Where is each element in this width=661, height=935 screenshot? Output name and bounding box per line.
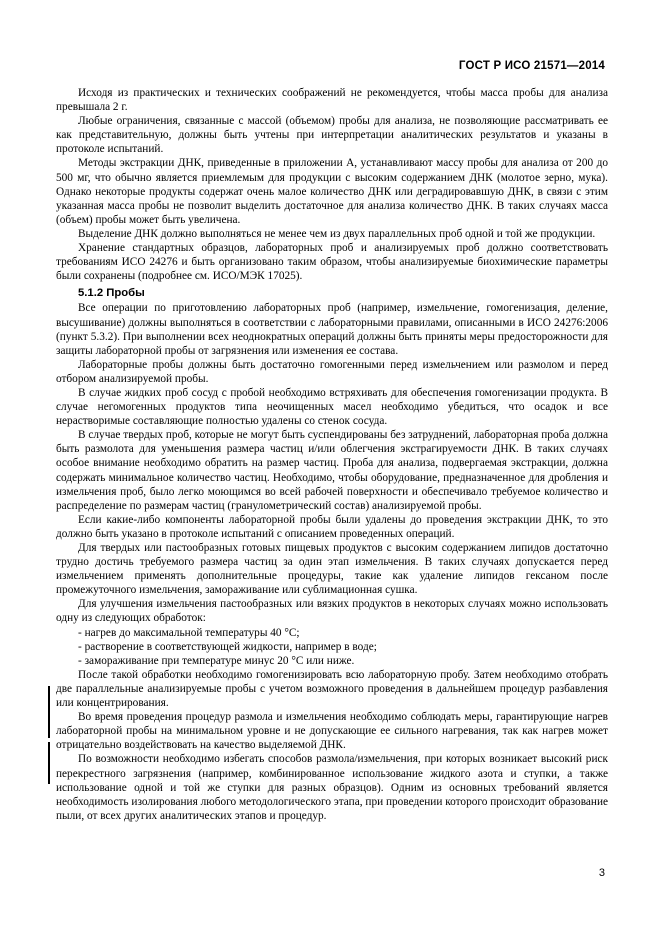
body-paragraph: Выделение ДНК должно выполняться не менее чем из двух параллельных проб одной и той же продукции.	[78, 227, 596, 240]
body-paragraph: В случае твердых проб, которые не могут быть суспендированы без затруднений, лабораторная проба должна быть размолота для уменьшения размера частиц и/или облегчения экстрагируемости ДНК. В таких случаях особое внимание необходимо обратить на размер частиц. Проба для анализа, подвергаемая экстракции, должна содержать минимальное количество частиц. Необходимо, чтобы оборудование, предназначенное для дробления и измельчения проб, было легко моющимся во всей рабочей поверхности и обеспечивало требуемое количество и распределение по размерам частиц (гранулометрический состав) анализируемой пробы.	[56, 429, 608, 512]
list-item: - растворение в соответствующей жидкости, например в воде;	[78, 640, 377, 653]
change-bar	[48, 686, 50, 738]
body-paragraph: Во время проведения процедур размола и измельчения необходимо соблюдать меры, гарантирующие нагрев лабораторной пробы на минимальном уровне и не допускающие ее сильного нагревания, так как нагрев может отрицательно воздействовать на качество выделяемой ДНК.	[56, 711, 608, 752]
body-paragraph: Для твердых или пастообразных готовых пищевых продуктов с высоким содержанием липидов достаточно трудно достичь требуемого размера частиц за один этап измельчения. В таких случаях допускается перед измельчением применять дополнительные процедуры, такие как удаление липидов гексаном после промежуточного измельчения, замораживание или сублимационная сушка.	[56, 542, 608, 597]
list-item: - нагрев до максимальной температуры 40 °С;	[78, 626, 300, 639]
body-paragraph: Исходя из практических и технических соображений не рекомендуется, чтобы масса пробы для анализа превышала 2 г.	[56, 87, 608, 114]
clause-heading: 5.1.2 Пробы	[78, 287, 145, 300]
body-paragraph: Хранение стандартных образцов, лабораторных проб и анализируемых проб должно соответствовать требованиям ИСО 24276 и быть организовано таким образом, чтобы анализируемые биохимические параметры были сохранены (подробнее см. ИСО/МЭК 17025).	[56, 242, 608, 283]
body-paragraph: Любые ограничения, связанные с массой (объемом) пробы для анализа, не позволяющие рассматривать ее как представительную, должны быть учтены при интерпретации аналитических результатов и указаны в протоколе испытаний.	[56, 115, 608, 156]
body-paragraph: Методы экстракции ДНК, приведенные в приложении А, устанавливают массу пробы для анализа от 200 до 500 мг, что обычно является приемлемым для продукции с высоким содержанием ДНК (молотое зерно, мука). Однако некоторые продукты содержат очень малое количество ДНК или деградировавшую ДНК, в связи с этим указанная масса пробы не позволит выделить достаточное для анализа количество ДНК. В таких случаях масса (объем) пробы может быть увеличена.	[56, 157, 608, 226]
page-number: 3	[598, 867, 605, 879]
list-item: - замораживание при температуре минус 20 °С или ниже.	[78, 654, 355, 667]
body-paragraph: После такой обработки необходимо гомогенизировать всю лабораторную пробу. Затем необходимо отобрать две параллельные анализируемые пробы с учетом возможного проведения в дальнейшем процедур разбавления или концентрирования.	[56, 668, 608, 710]
body-paragraph: Все операции по приготовлению лабораторных проб (например, измельчение, гомогенизация, деление, высушивание) должны выполняться в соответствии с лабораторными правилами, описанными в ИСО 24276:2006 (пункт 5.3.2). При выполнении всех неоднократных операций должны быть приняты меры предосторожности для защиты лабораторной пробы от загрязнения или изменения ее состава.	[56, 302, 608, 357]
body-paragraph: По возможности необходимо избегать способов размола/измельчения, при которых возникает высокий риск перекрестного загрязнения (например, комбинированное использование жидкого азота и ступки, а также использование одной и той же ступки для разных образцов). Одним из основных требований является необходимость изолирования любого методологического этапа, при проведении которого происходит образование пыли, от всех других аналитических этапов и процедур.	[56, 753, 608, 822]
body-paragraph: Для улучшения измельчения пастообразных или вязких продуктов в некоторых случаях можно использовать одну из следующих обработок:	[56, 598, 608, 625]
body-paragraph: В случае жидких проб сосуд с пробой необходимо встряхивать для обеспечения гомогенизации продукта. В случае негомогенных продуктов типа неочищенных масел необходимо убедиться, что осадок и все нерастворимые составляющие полностью удалены со стенок сосуда.	[56, 386, 608, 428]
document-body	[56, 86, 608, 823]
page-header-standard-ref: ГОСТ Р ИСО 21571—2014	[458, 60, 605, 72]
change-bar	[48, 742, 50, 784]
body-paragraph: Лабораторные пробы должны быть достаточно гомогенными перед измельчением или размолом и перед отбором анализируемой пробы.	[56, 358, 608, 385]
body-paragraph: Если какие-либо компоненты лабораторной пробы были удалены до проведения экстракции ДНК, то это должно быть указано в протоколе испытаний с описанием проведенных операций.	[56, 513, 608, 540]
